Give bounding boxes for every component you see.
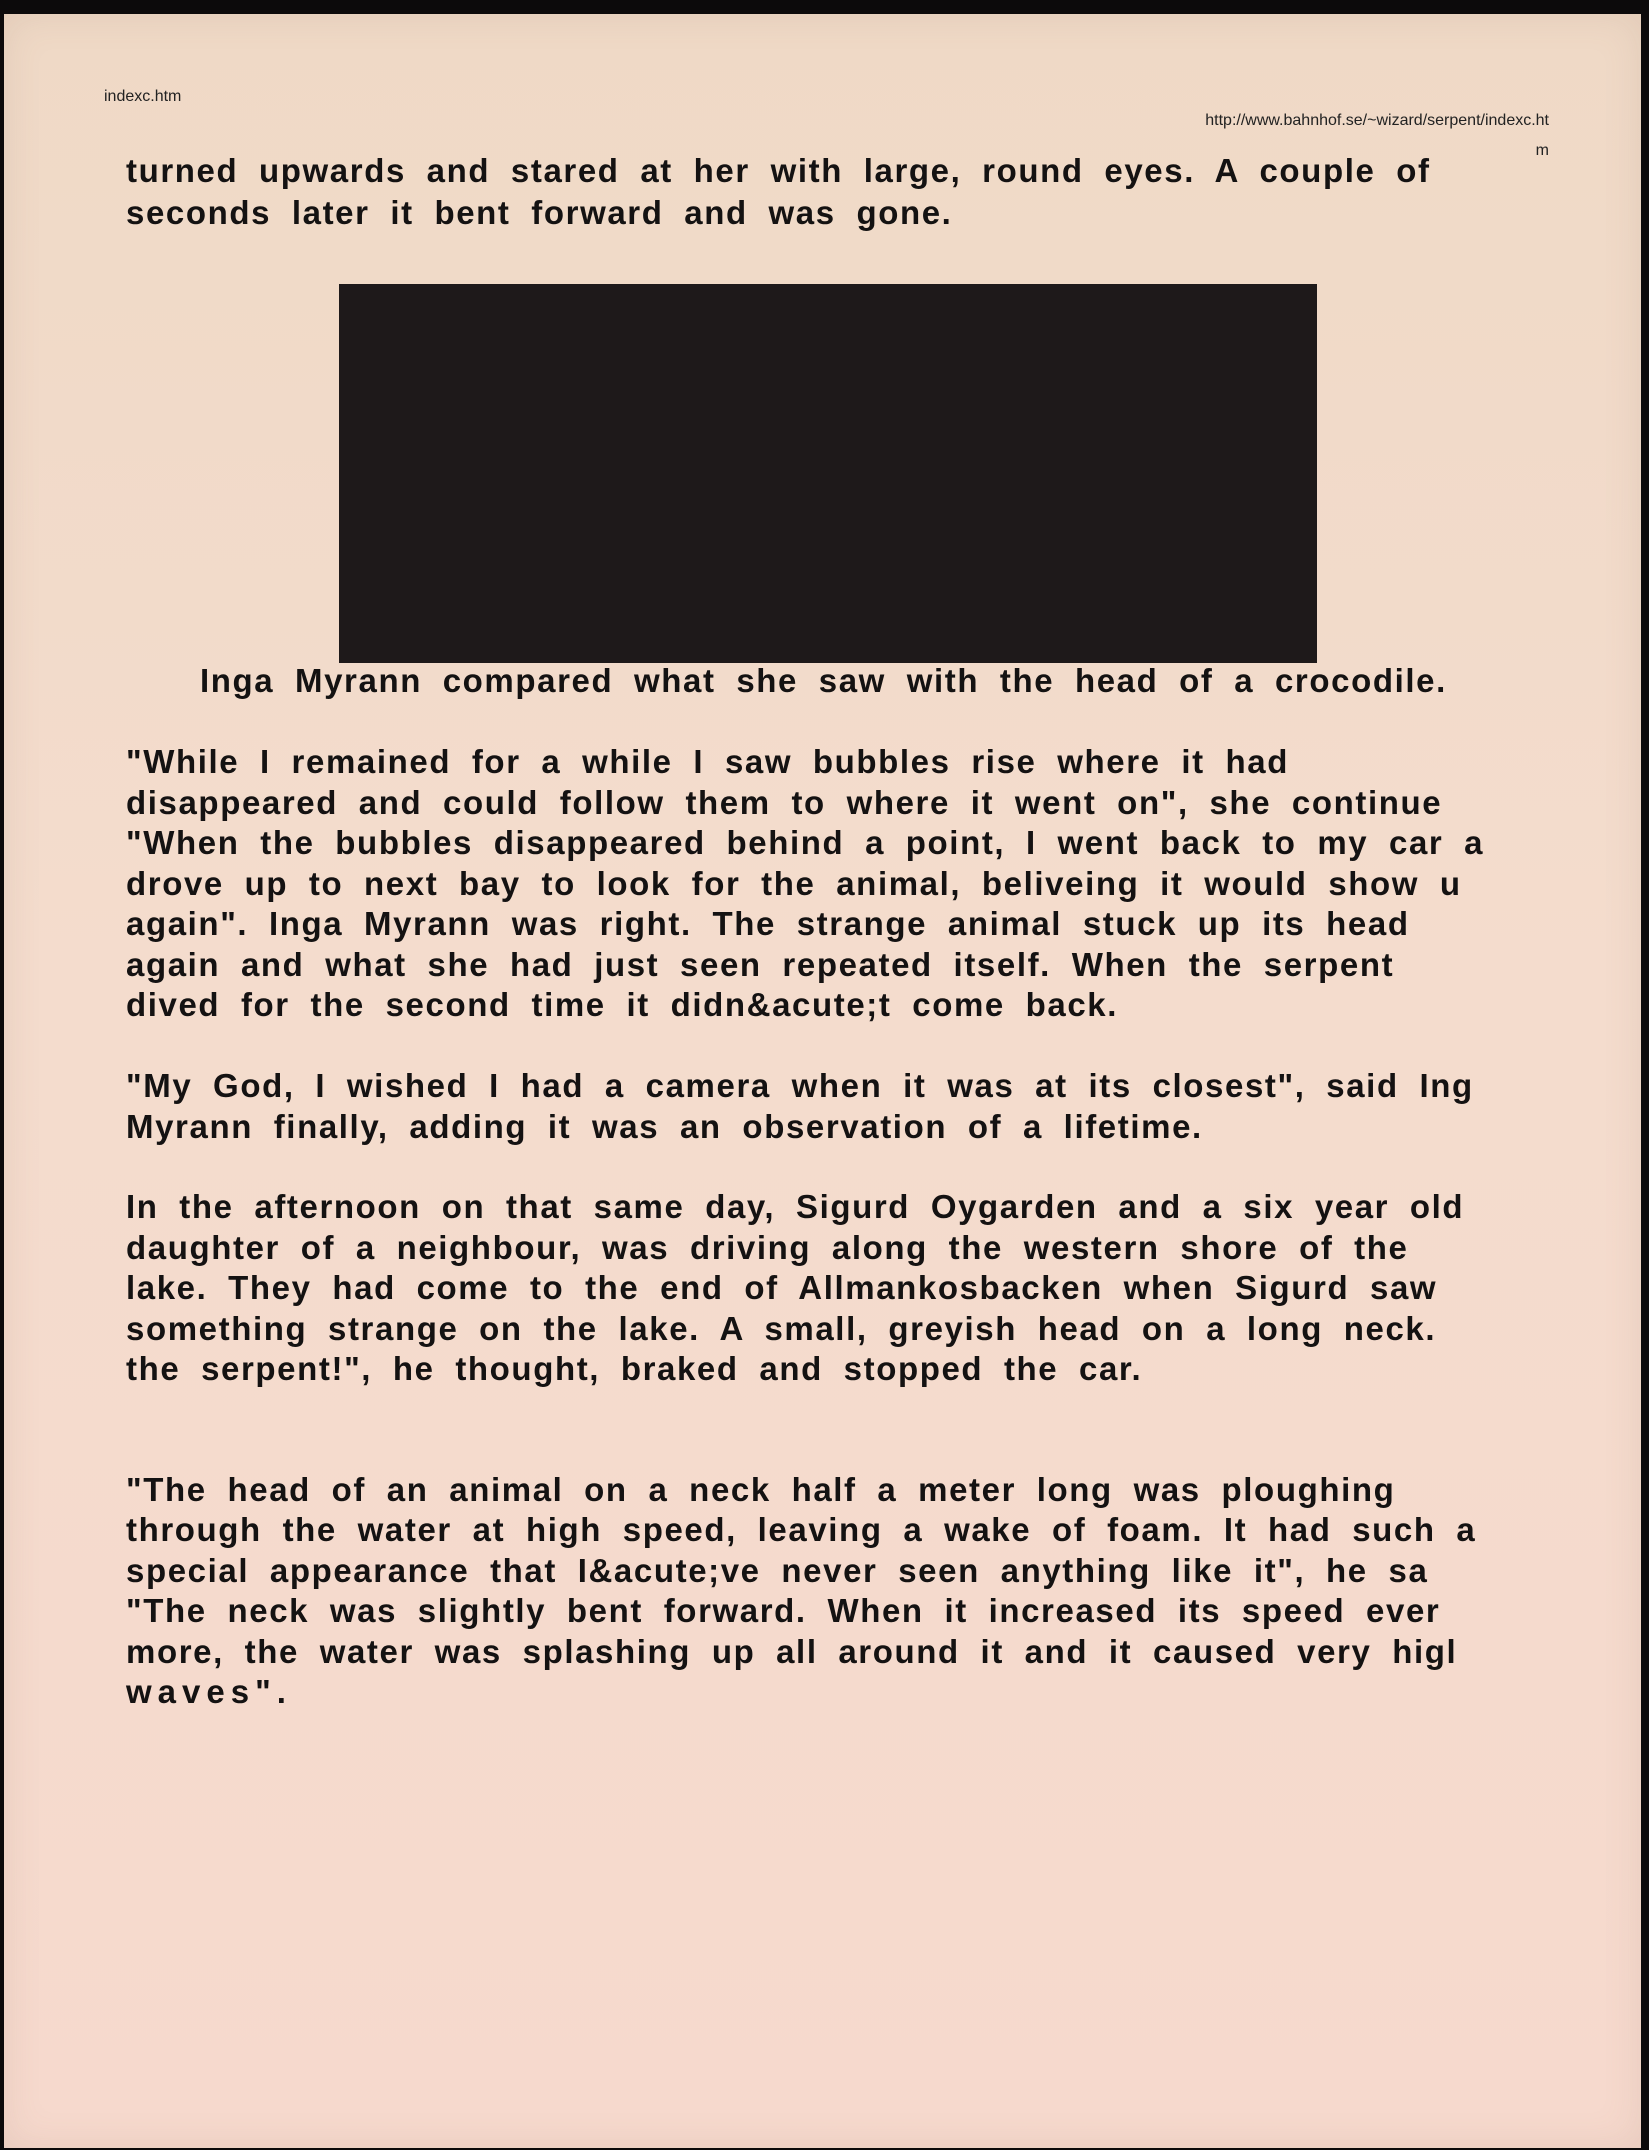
paragraph-neck-quote-last-line: waves".: [126, 1673, 292, 1710]
paragraph-neck-quote: [126, 1429, 1526, 1753]
paragraph-intro: turned upwards and stared at her with large, round eyes. A couple of seconds later it bent forward and was gone.: [126, 152, 1431, 231]
photo-placeholder: [339, 284, 1317, 663]
page-filename: indexc.htm: [104, 88, 182, 105]
paragraph-camera-quote: "My God, I wished I had a camera when it was at its closest", said Ing Myrann finally, adding it was an observation of a lifetime.: [126, 1067, 1474, 1145]
page-url-line-2: m: [1535, 142, 1549, 159]
paragraph-neck-quote-body: "The head of an animal on a neck half a meter long was ploughing through the water at high speed, leaving a wake of foam. It had such a special appearance that I&acute;ve never seen anything like it", he sa "The neck was slightly bent forward. When it increased its speed ever more, the water was splashing up all around it and it caused very higl: [126, 1470, 1477, 1670]
paragraph-afternoon: In the afternoon on that same day, Sigurd Oygarden and a six year old daughter of a neighbour, was driving along the western shore of the lake. They had come to the end of Allmankosbacken when Sigurd saw something strange on the lake. A small, greyish head on a long neck. the serpent!", he thought, braked and stopped the car.: [126, 1188, 1465, 1387]
paragraph-bubbles: "While I remained for a while I saw bubbles rise where it had disappeared and could follow them to where it went on", she continue "When the bubbles disappeared behind a point, I went back to my car a drove up to next bay to look for the animal, beliveing it would show u again". Inga Myrann was right. The strange animal stuck up its head again and what she had just seen repeated itself. When the serpent dived for the second time it didn&acute;t come back.: [126, 743, 1485, 1023]
figure-caption: Inga Myrann compared what she saw with the head of a crocodile.: [200, 662, 1447, 699]
page-url-line-1: http://www.bahnhof.se/~wizard/serpent/indexc.ht: [1205, 112, 1549, 129]
